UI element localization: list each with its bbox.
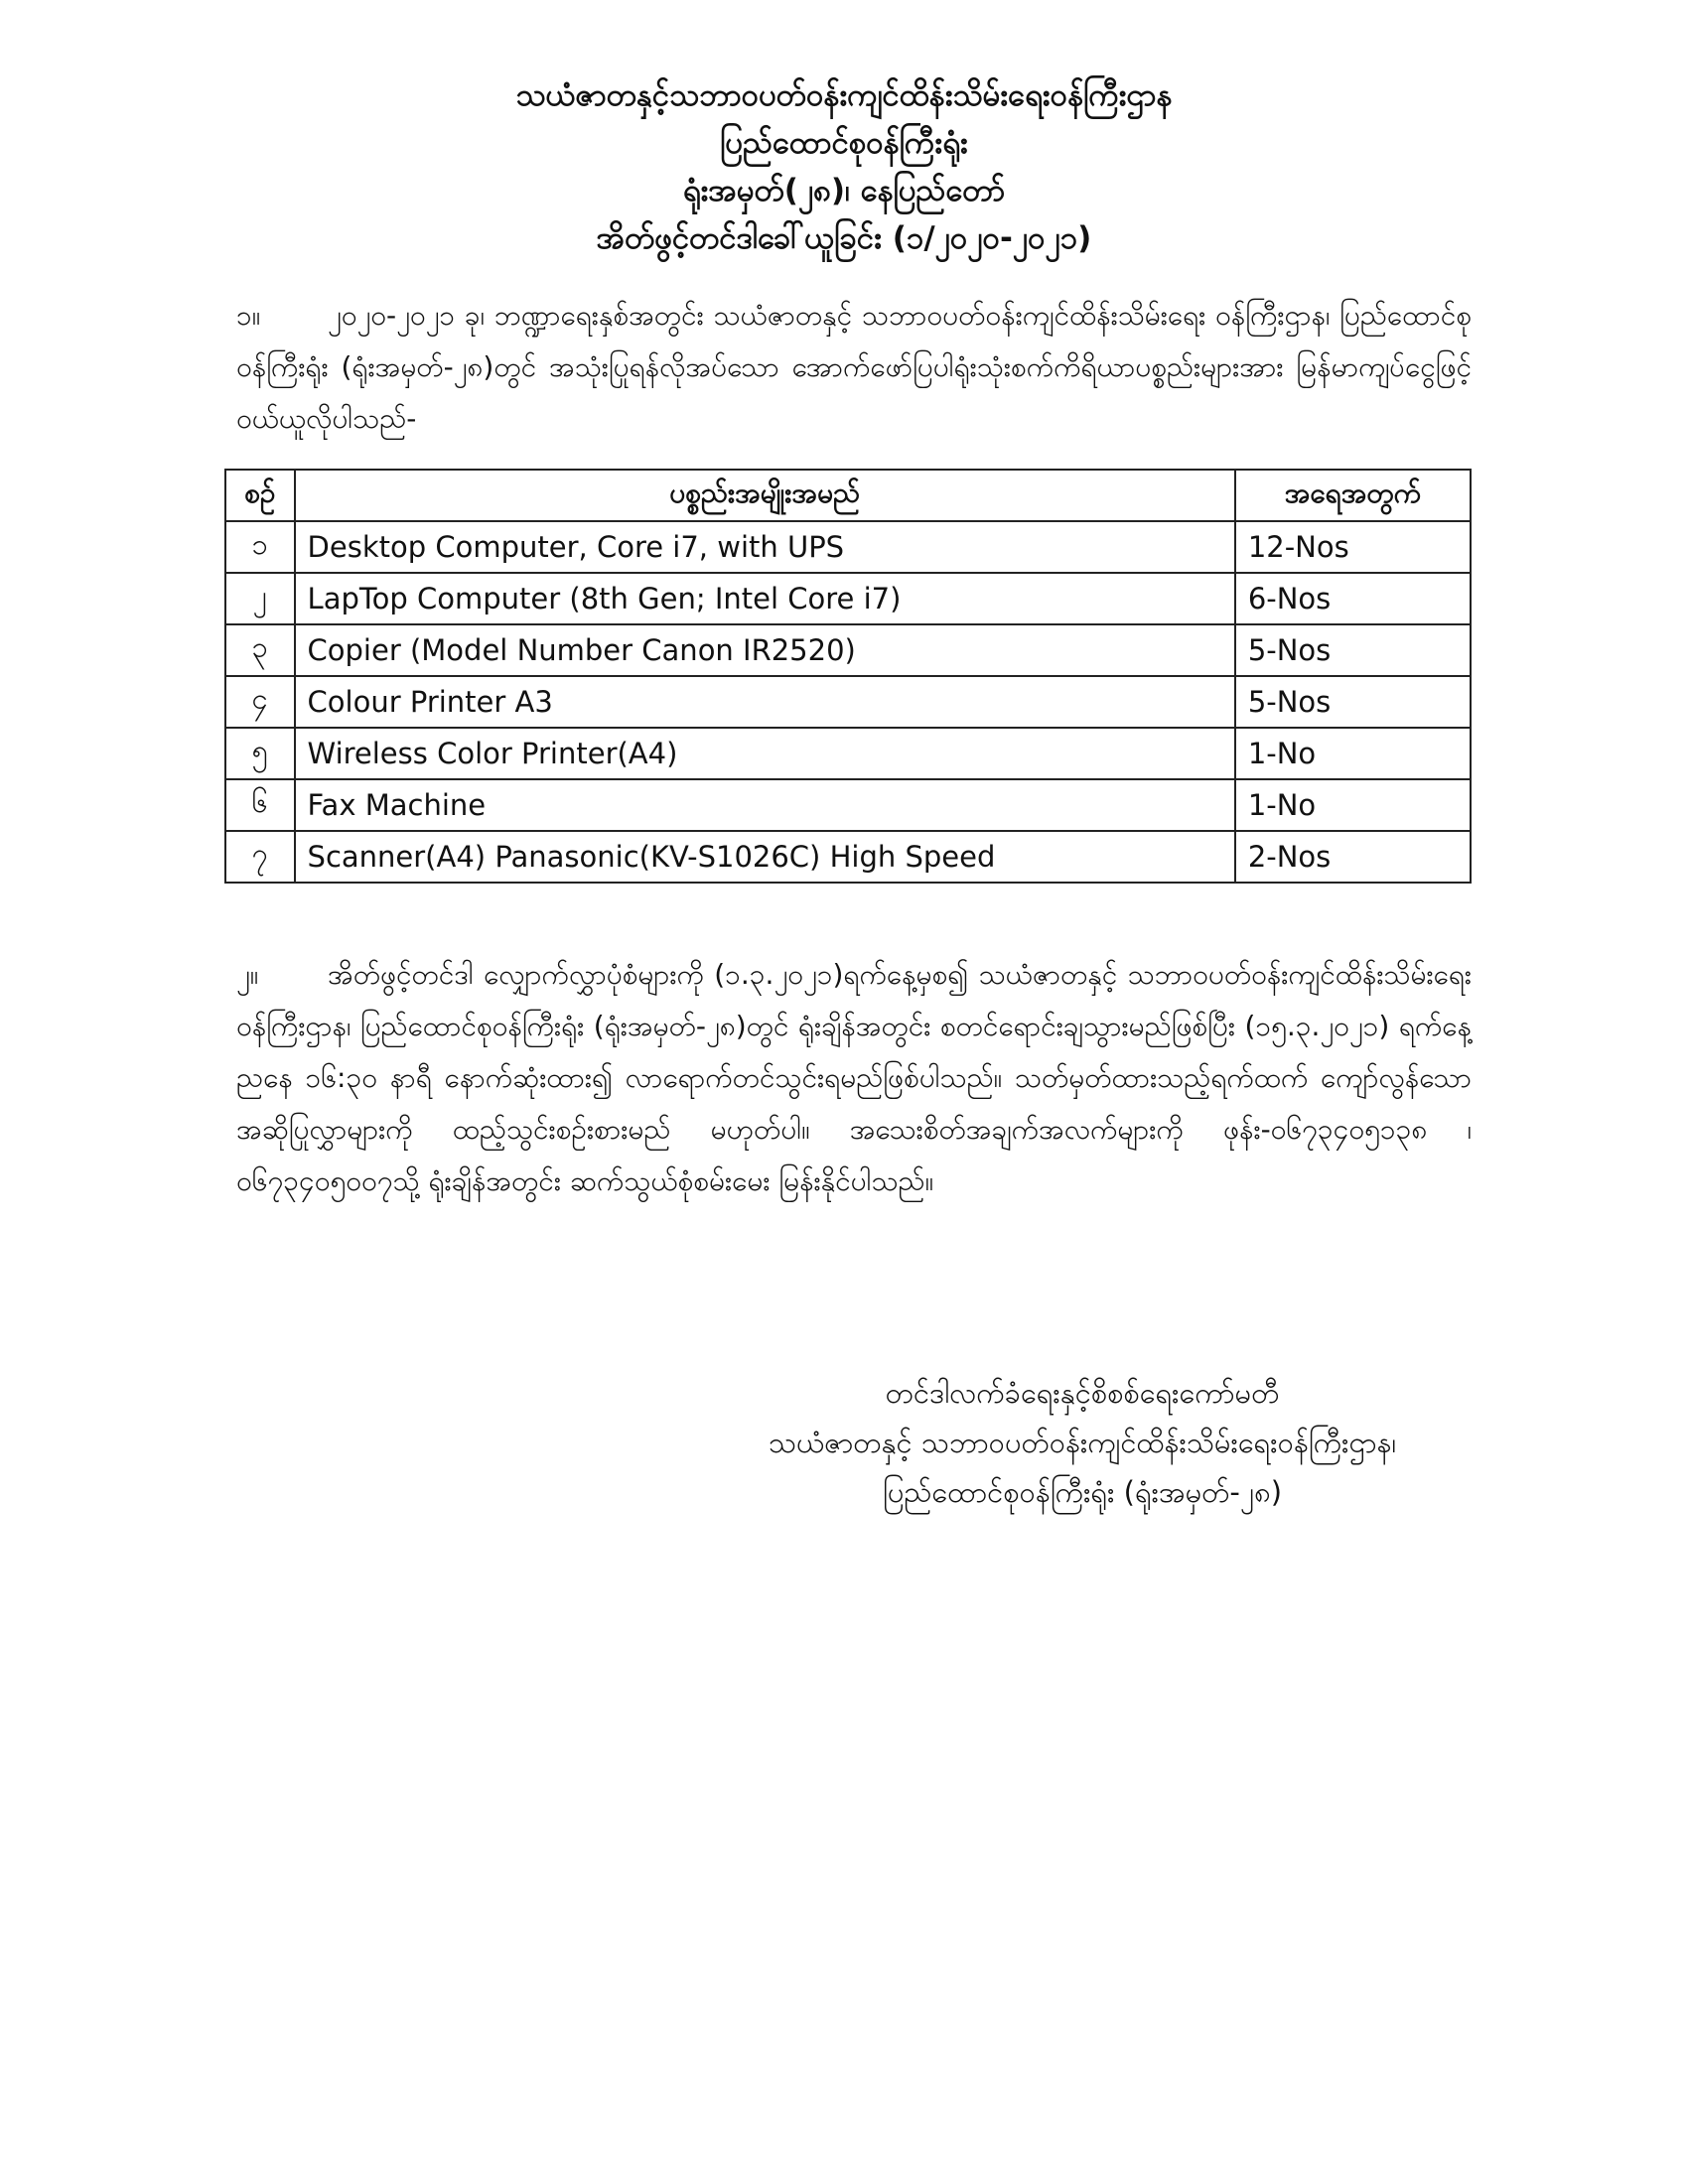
table-row xyxy=(225,624,1471,676)
paragraph-2 xyxy=(236,949,1472,1207)
signature-block xyxy=(556,1368,1609,1517)
office-address: ရုံးအမှတ်(၂၈)၊ နေပြည်တော် xyxy=(682,173,1006,208)
row-qty: 5-Nos xyxy=(1235,624,1471,676)
paragraph-1-text: ၂၀၂၀-၂၀၂၁ ခု၊ ဘဏ္ဍာရေးနှစ်အတွင်း သယံဇာတနှင့် သဘာဝပတ်ဝန်းကျင်ထိန်းသိမ်းရေး ဝန်ကြီးဌာန၊ ပြည်ထောင်စုဝန်ကြီးရုံး (ရုံးအမှတ်-၂၈)တွင် အသုံးပြုရန်လိုအပ်သော အောက်ဖော်ပြပါရုံးသုံးစက်ကိရိယာပစ္စည်းများအား မြန်မာကျပ်ငွေဖြင့် ဝယ်ယူလိုပါသည်- xyxy=(236,299,1472,435)
row-item: Copier (Model Number Canon IR2520) xyxy=(295,624,1235,676)
row-no: ၅ xyxy=(225,728,295,779)
row-qty: 6-Nos xyxy=(1235,573,1471,624)
table-row xyxy=(225,521,1471,573)
paragraph-1 xyxy=(236,290,1472,445)
paragraph-2-text: အိတ်ဖွင့်တင်ဒါ လျှောက်လွှာပုံစံများကို (၁.၃.၂၀၂၁)ရက်နေ့မှစ၍ သယံဇာတနှင့် သဘာဝပတ်ဝန်းကျင်ထိန်းသိမ်းရေးဝန်ကြီးဌာန၊ ပြည်ထောင်စုဝန်ကြီးရုံး (ရုံးအမှတ်-၂၈)တွင် ရုံးချိန်အတွင်း စတင်ရောင်းချသွားမည်ဖြစ်ပြီး (၁၅.၃.၂၀၂၁) ရက်နေ့ ညနေ ၁၆:၃၀ နာရီ နောက်ဆုံးထား၍ လာရောက်တင်သွင်းရမည်ဖြစ်ပါသည်။ သတ်မှတ်ထားသည့်ရက်ထက် ကျော်လွန်သောအဆိုပြုလွှာများကို ထည့်သွင်းစဉ်းစားမည် မဟုတ်ပါ။ အသေးစိတ်အချက်အလက်များကို ဖုန်း-၀၆၇၃၄၀၅၁၃၈ ၊ ၀၆၇၃၄၀၅၀၀၇သို့ ရုံးချိန်အတွင်း ဆက်သွယ်စုံစမ်းမေး မြန်းနိုင်ပါသည်။ xyxy=(236,958,1472,1197)
table-row xyxy=(225,573,1471,624)
row-qty: 1-No xyxy=(1235,728,1471,779)
row-item: Fax Machine xyxy=(295,779,1235,831)
row-qty: 5-Nos xyxy=(1235,676,1471,728)
paragraph-2-number: ၂။ xyxy=(236,958,259,991)
notice-header xyxy=(0,71,1688,262)
header-item: ပစ္စည်းအမျိုးအမည် xyxy=(295,470,1235,521)
signature-office: ပြည်ထောင်စုဝန်ကြီးရုံး (ရုံးအမှတ်-၂၈) xyxy=(882,1475,1283,1509)
table-row xyxy=(225,676,1471,728)
office-title: ပြည်ထောင်စုဝန်ကြီးရုံး xyxy=(720,125,968,161)
header-no: စဉ် xyxy=(225,470,295,521)
row-item: Desktop Computer, Core i7, with UPS xyxy=(295,521,1235,573)
items-table xyxy=(224,469,1472,884)
table-row xyxy=(225,831,1471,883)
header-qty: အရေအတွက် xyxy=(1235,470,1471,521)
signature-ministry: သယံဇာတနှင့် သဘာဝပတ်ဝန်းကျင်ထိန်းသိမ်းရေးဝန်ကြီးဌာန၊ xyxy=(768,1426,1397,1459)
ministry-title: သယံဇာတနှင့်သဘာဝပတ်ဝန်းကျင်ထိန်းသိမ်းရေးဝန်ကြီးဌာန xyxy=(515,77,1173,113)
row-item: Wireless Color Printer(A4) xyxy=(295,728,1235,779)
row-item: LapTop Computer (8th Gen; Intel Core i7) xyxy=(295,573,1235,624)
committee-name: တင်ဒါလက်ခံရေးနှင့်စိစစ်ရေးကော်မတီ xyxy=(885,1376,1280,1410)
row-item: Colour Printer A3 xyxy=(295,676,1235,728)
row-qty: 12-Nos xyxy=(1235,521,1471,573)
row-qty: 1-No xyxy=(1235,779,1471,831)
tender-title: အိတ်ဖွင့်တင်ဒါခေါ်ယူခြင်း (၁/၂၀၂၀-၂၀၂၁) xyxy=(596,220,1092,256)
table-row xyxy=(225,779,1471,831)
row-no: ၇ xyxy=(225,831,295,883)
table-header-row xyxy=(225,470,1471,521)
row-no: ၃ xyxy=(225,624,295,676)
row-no: ၁ xyxy=(225,521,295,573)
paragraph-1-number: ၁။ xyxy=(236,299,261,332)
table-row xyxy=(225,728,1471,779)
row-item: Scanner(A4) Panasonic(KV-S1026C) High Speed xyxy=(295,831,1235,883)
row-no: ၂ xyxy=(225,573,295,624)
row-no: ၄ xyxy=(225,676,295,728)
row-no: ၆ xyxy=(225,779,295,831)
row-qty: 2-Nos xyxy=(1235,831,1471,883)
